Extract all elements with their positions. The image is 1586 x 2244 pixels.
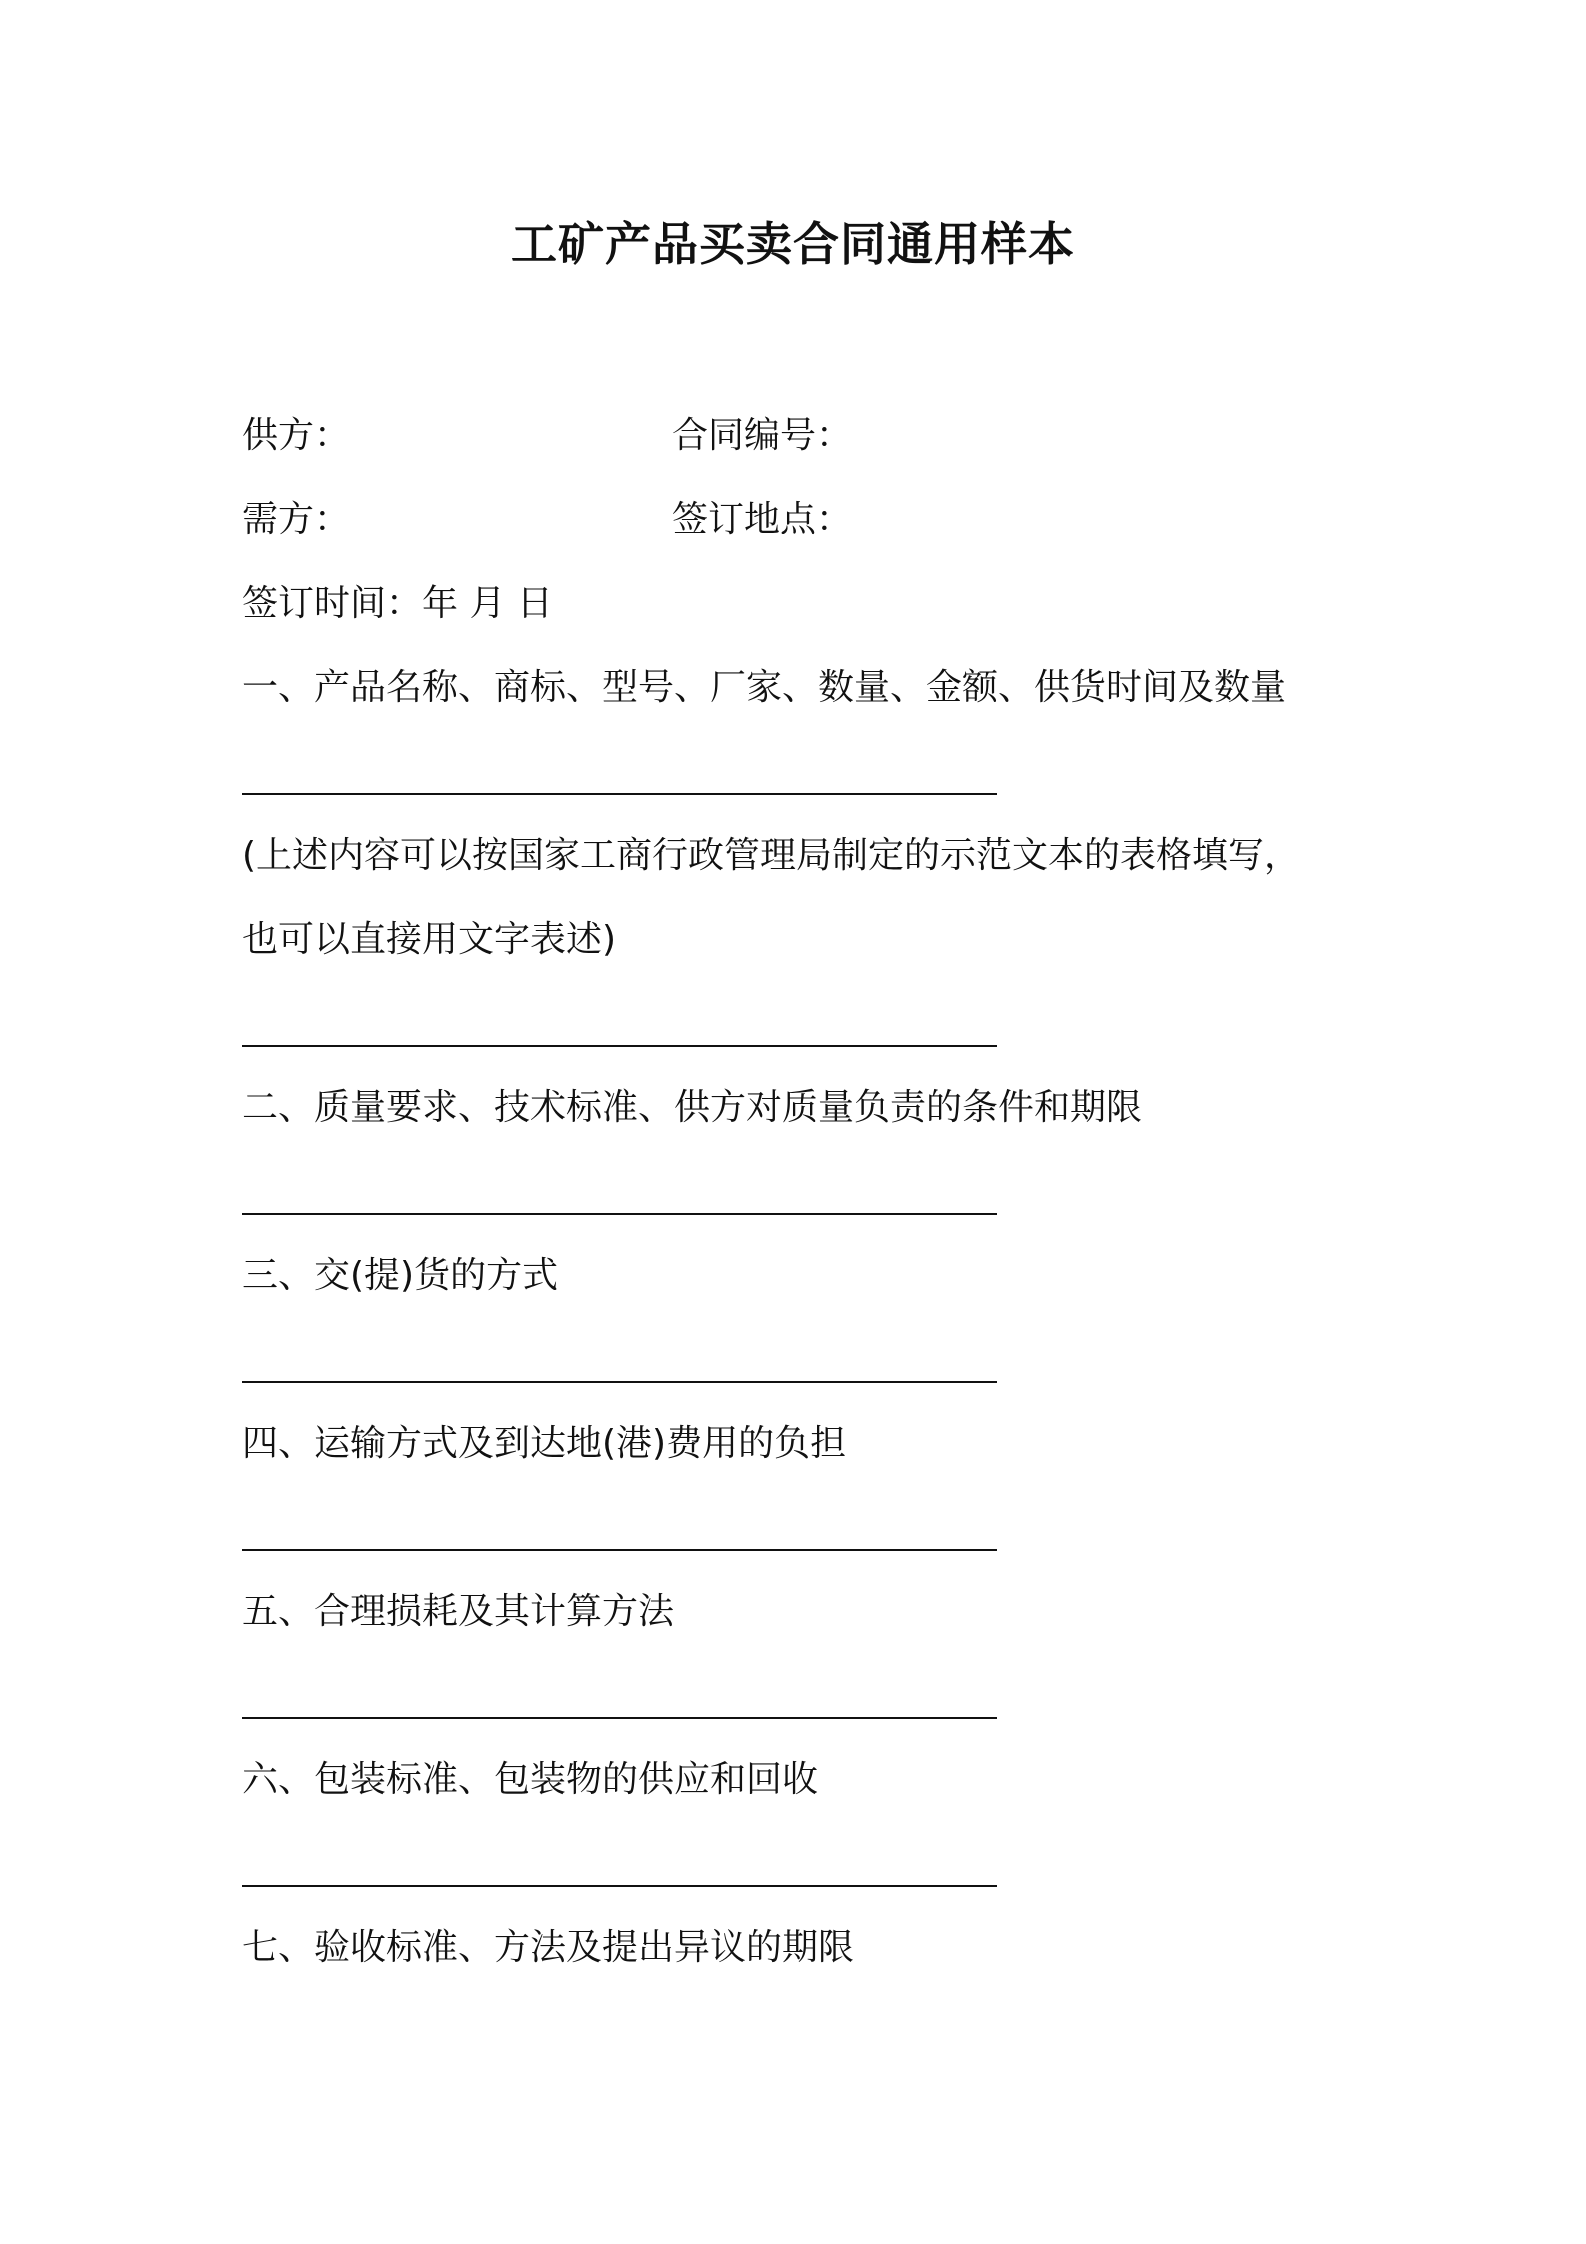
supplier-label: 供方： [242,415,351,456]
fill-in-line-1 [242,793,997,795]
buyer-label: 需方： [242,499,351,540]
fill-in-line-7 [242,1885,997,1887]
section-1-note-line-2: 也可以直接用文字表述) [242,919,617,960]
contract-number-label: 合同编号： [672,415,853,456]
section-4-heading: 四、运输方式及到达地(港)费用的负担 [242,1423,847,1464]
fill-in-line-2 [242,1045,997,1047]
section-2-heading: 二、质量要求、技术标准、供方对质量负责的条件和期限 [242,1087,1143,1128]
section-7-heading: 七、验收标准、方法及提出异议的期限 [242,1927,855,1968]
fill-in-line-5 [242,1549,997,1551]
section-3-heading: 三、交(提)货的方式 [242,1255,559,1296]
fill-in-line-6 [242,1717,997,1719]
section-1-note-line-1: (上述内容可以按国家工商行政管理局制定的示范文本的表格填写， [242,835,1301,876]
section-5-heading: 五、合理损耗及其计算方法 [242,1591,675,1632]
fill-in-line-4 [242,1381,997,1383]
sign-place-label: 签订地点： [672,499,853,540]
section-1-heading: 一、产品名称、商标、型号、厂家、数量、金额、供货时间及数量 [242,667,1287,708]
fill-in-line-3 [242,1213,997,1215]
sign-time-label: 签订时间：年 月 日 [242,583,553,624]
document-title: 工矿产品买卖合同通用样本 [511,217,1075,271]
section-6-heading: 六、包装标准、包装物的供应和回收 [242,1759,819,1800]
